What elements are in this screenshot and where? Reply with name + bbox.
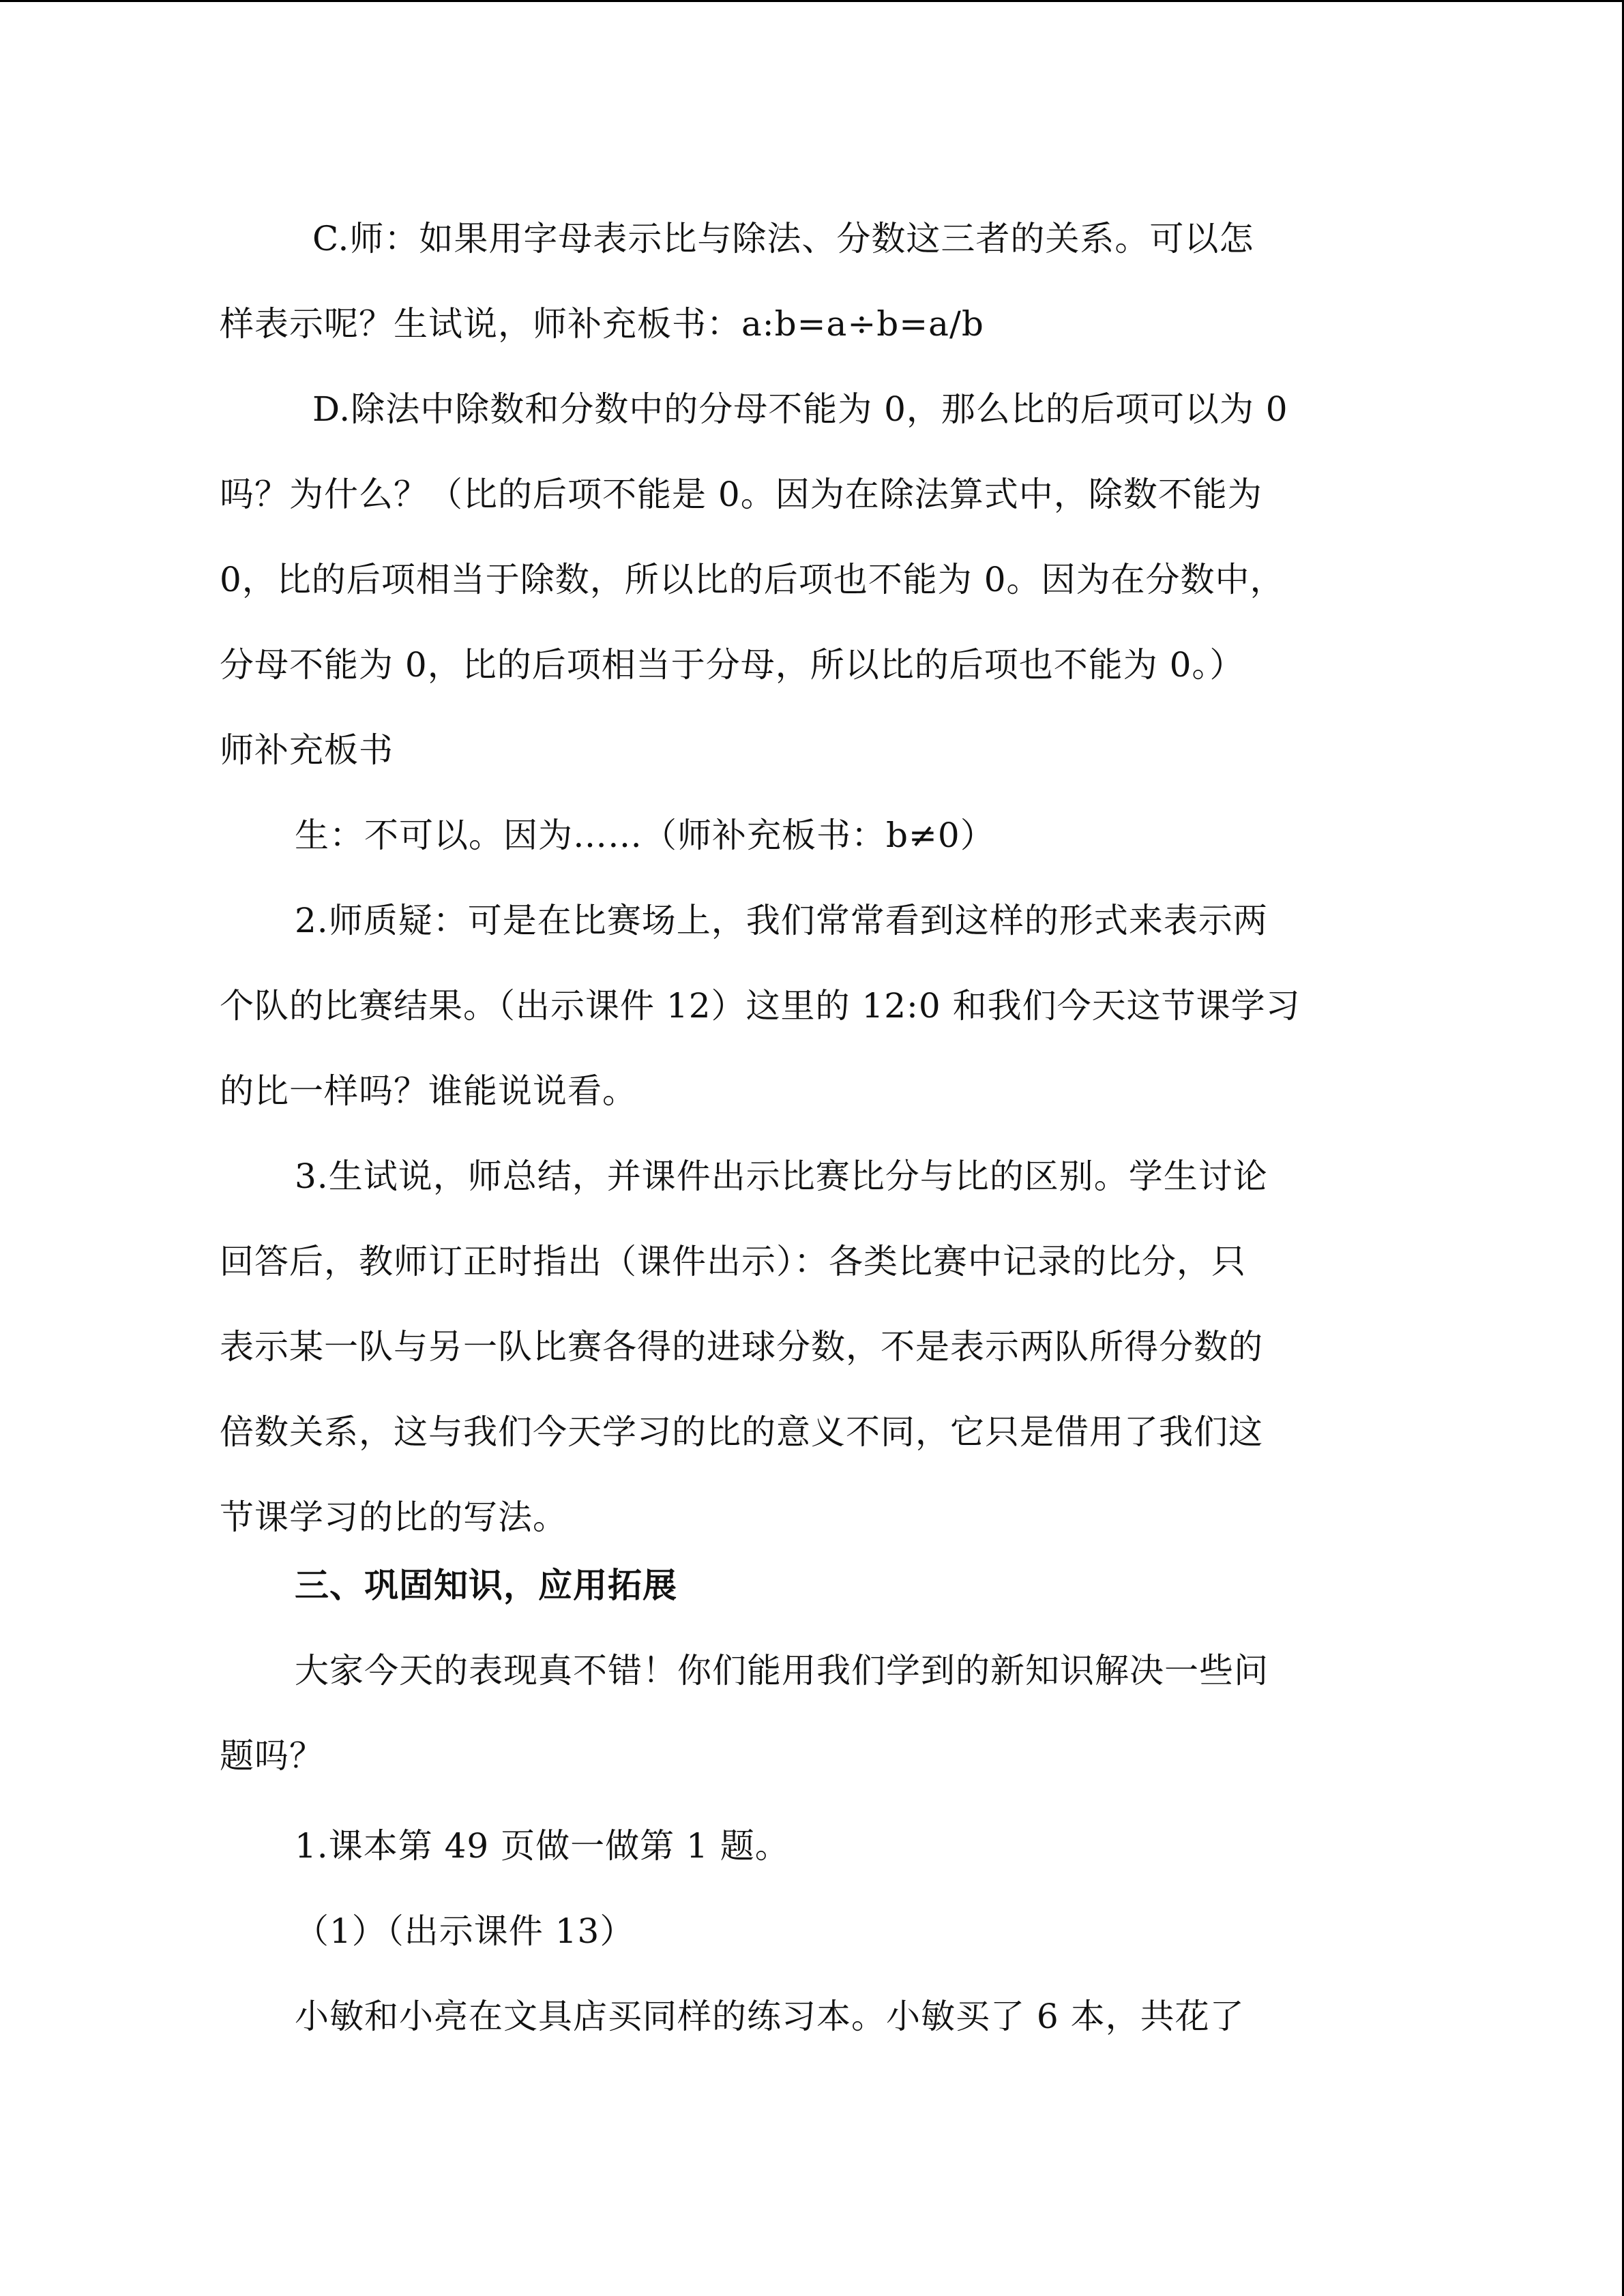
paragraph-line: 0，比的后项相当于除数，所以比的后项也不能为 0。因为在分数中， [220,560,1285,599]
paragraph-line: 小敏和小亮在文具店买同样的练习本。小敏买了 6 本，共花了 [295,1997,1245,2036]
paragraph-line: 师补充板书 [220,730,394,770]
paragraph-line: D.除法中除数和分数中的分母不能为 0，那么比的后项可以为 0 [312,389,1288,429]
paragraph-line: C.师：如果用字母表示比与除法、分数这三者的关系。可以怎 [312,219,1254,258]
paragraph-line: 分母不能为 0，比的后项相当于分母，所以比的后项也不能为 0。） [220,645,1245,685]
paragraph-line: 样表示呢？生试说，师补充板书：a:b=a÷b=a/b [220,304,984,344]
paragraph-line: 表示某一队与另一队比赛各得的进球分数，不是表示两队所得分数的 [220,1327,1263,1367]
paragraph-line: 3.生试说，师总结，并课件出示比赛比分与比的区别。学生讨论 [295,1157,1268,1196]
paragraph-line: 倍数关系，这与我们今天学习的比的意义不同，它只是借用了我们这 [220,1412,1263,1452]
section-heading: 三、巩固知识，应用拓展 [295,1566,677,1605]
paragraph-line: 吗？为什么？（比的后项不能是 0。因为在除法算式中，除数不能为 [220,475,1263,514]
paragraph-line: 1.课本第 49 页做一做第 1 题。 [295,1826,790,1866]
paragraph-line: 回答后，教师订正时指出（课件出示）：各类比赛中记录的比分，只 [220,1242,1246,1281]
paragraph-line: （1）（出示课件 13） [295,1911,635,1951]
paragraph-line: 题吗？ [220,1736,324,1776]
paragraph-line: 节课学习的比的写法。 [220,1497,567,1537]
paragraph-line: 大家今天的表现真不错！你们能用我们学到的新知识解决一些问 [295,1651,1269,1690]
paragraph-line: 的比一样吗？谁能说说看。 [220,1071,637,1111]
paragraph-line: 2.师质疑：可是在比赛场上，我们常常看到这样的形式来表示两 [295,901,1268,940]
paragraph-line: 生：不可以。因为……（师补充板书：b≠0） [295,816,995,855]
paragraph-line: 个队的比赛结果。（出示课件 12）这里的 12:0 和我们今天这节课学习 [220,986,1301,1026]
